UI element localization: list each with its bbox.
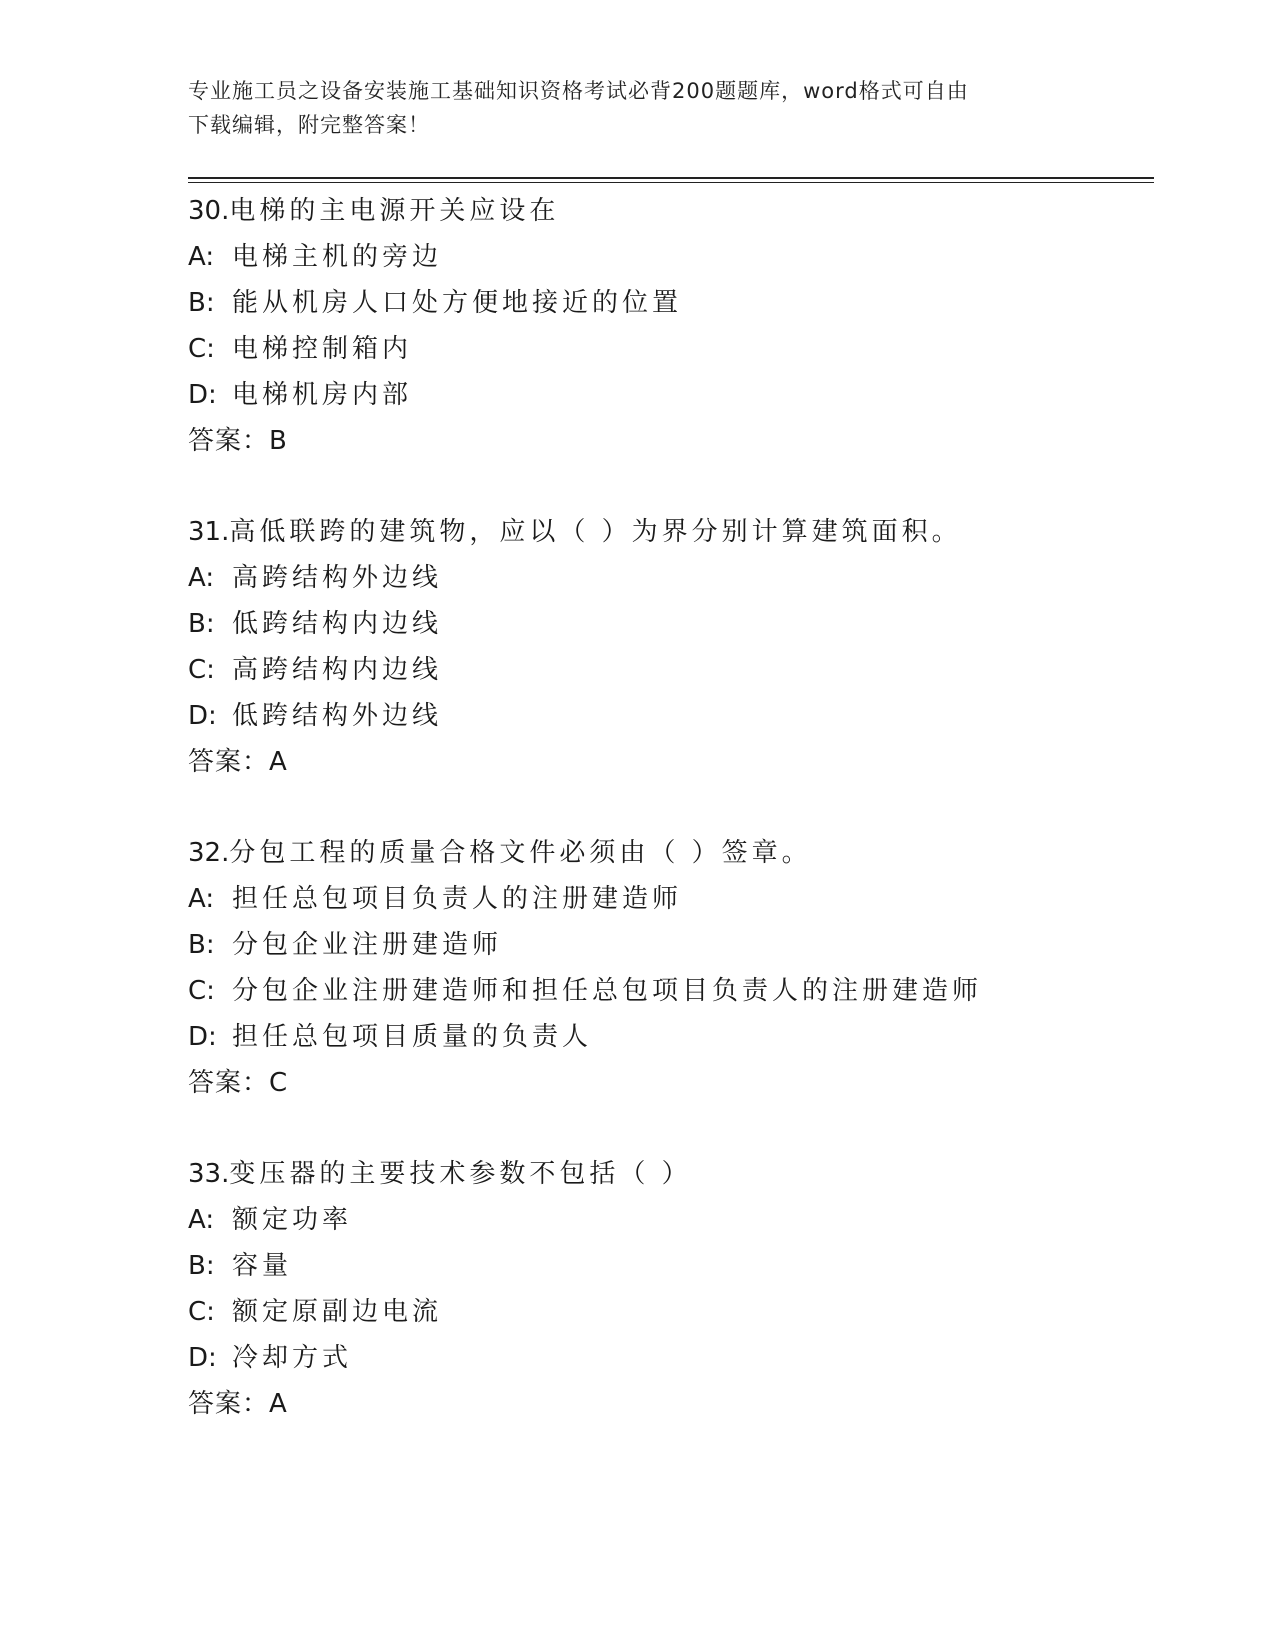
header-line-2: 下载编辑，附完整答案！ [188,113,430,137]
option-key: C: [188,1297,215,1327]
header-divider-thin [188,182,1154,183]
option-c [188,326,1154,372]
question-30 [188,188,1154,464]
option-key: A: [188,1205,215,1235]
answer-value: A [269,1389,288,1419]
option-d [188,372,1154,418]
question-text: 分包工程的质量合格文件必须由（ ）签章。 [229,838,812,868]
option-key: A: [188,563,215,593]
option-key: B: [188,288,215,318]
answer-line [188,418,1154,464]
option-d [188,1014,1154,1060]
option-c [188,647,1154,693]
option-b [188,280,1154,326]
option-text: 担任总包项目质量的负责人 [232,1022,593,1052]
document-header [188,74,1088,142]
option-text: 高跨结构外边线 [232,563,443,593]
answer-value: C [269,1068,289,1098]
option-key: D: [188,380,217,410]
option-text: 分包企业注册建造师和担任总包项目负责人的注册建造师 [232,976,983,1006]
option-text: 电梯控制箱内 [232,334,413,364]
answer-value: A [269,747,288,777]
answer-line [188,739,1154,785]
option-key: A: [188,884,215,914]
answer-label: 答案： [188,747,270,777]
option-key: C: [188,655,215,685]
header-divider-thick [188,177,1154,179]
question-text: 电梯的主电源开关应设在 [229,196,560,226]
option-text: 额定功率 [232,1205,353,1235]
question-33 [188,1151,1154,1427]
option-d [188,1335,1154,1381]
question-number: 32. [188,838,230,868]
question-stem [188,509,1154,555]
answer-value: B [269,426,288,456]
answer-label: 答案： [188,426,270,456]
question-text: 高低联跨的建筑物，应以（ ）为界分别计算建筑面积。 [229,517,962,547]
option-a [188,234,1154,280]
answer-line [188,1060,1154,1106]
answer-line [188,1381,1154,1427]
option-text: 分包企业注册建造师 [232,930,503,960]
option-key: B: [188,930,215,960]
option-text: 容量 [232,1251,293,1281]
header-line-1: 专业施工员之设备安装施工基础知识资格考试必背200题题库，word格式可自由 [188,79,969,103]
option-text: 担任总包项目负责人的注册建造师 [232,884,683,914]
question-stem [188,830,1154,876]
question-number: 30. [188,196,230,226]
option-d [188,693,1154,739]
question-text: 变压器的主要技术参数不包括（ ） [229,1159,692,1189]
option-text: 冷却方式 [232,1343,353,1373]
option-text: 低跨结构内边线 [232,609,443,639]
option-text: 低跨结构外边线 [232,701,443,731]
question-stem [188,1151,1154,1197]
option-text: 电梯机房内部 [232,380,413,410]
option-c [188,968,1154,1014]
option-text: 额定原副边电流 [232,1297,443,1327]
option-key: D: [188,1022,217,1052]
option-a [188,555,1154,601]
answer-label: 答案： [188,1068,270,1098]
option-b [188,922,1154,968]
option-a [188,876,1154,922]
question-number: 33. [188,1159,230,1189]
option-key: A: [188,242,215,272]
question-number: 31. [188,517,230,547]
option-key: B: [188,609,215,639]
option-text: 能从机房人口处方便地接近的位置 [232,288,683,318]
option-b [188,1243,1154,1289]
option-b [188,601,1154,647]
option-key: C: [188,976,215,1006]
option-key: D: [188,701,217,731]
question-31 [188,509,1154,785]
option-key: B: [188,1251,215,1281]
answer-label: 答案： [188,1389,270,1419]
question-32 [188,830,1154,1106]
option-key: C: [188,334,215,364]
question-stem [188,188,1154,234]
option-key: D: [188,1343,217,1373]
option-text: 高跨结构内边线 [232,655,443,685]
option-a [188,1197,1154,1243]
question-list [188,188,1154,1472]
option-text: 电梯主机的旁边 [232,242,443,272]
option-c [188,1289,1154,1335]
